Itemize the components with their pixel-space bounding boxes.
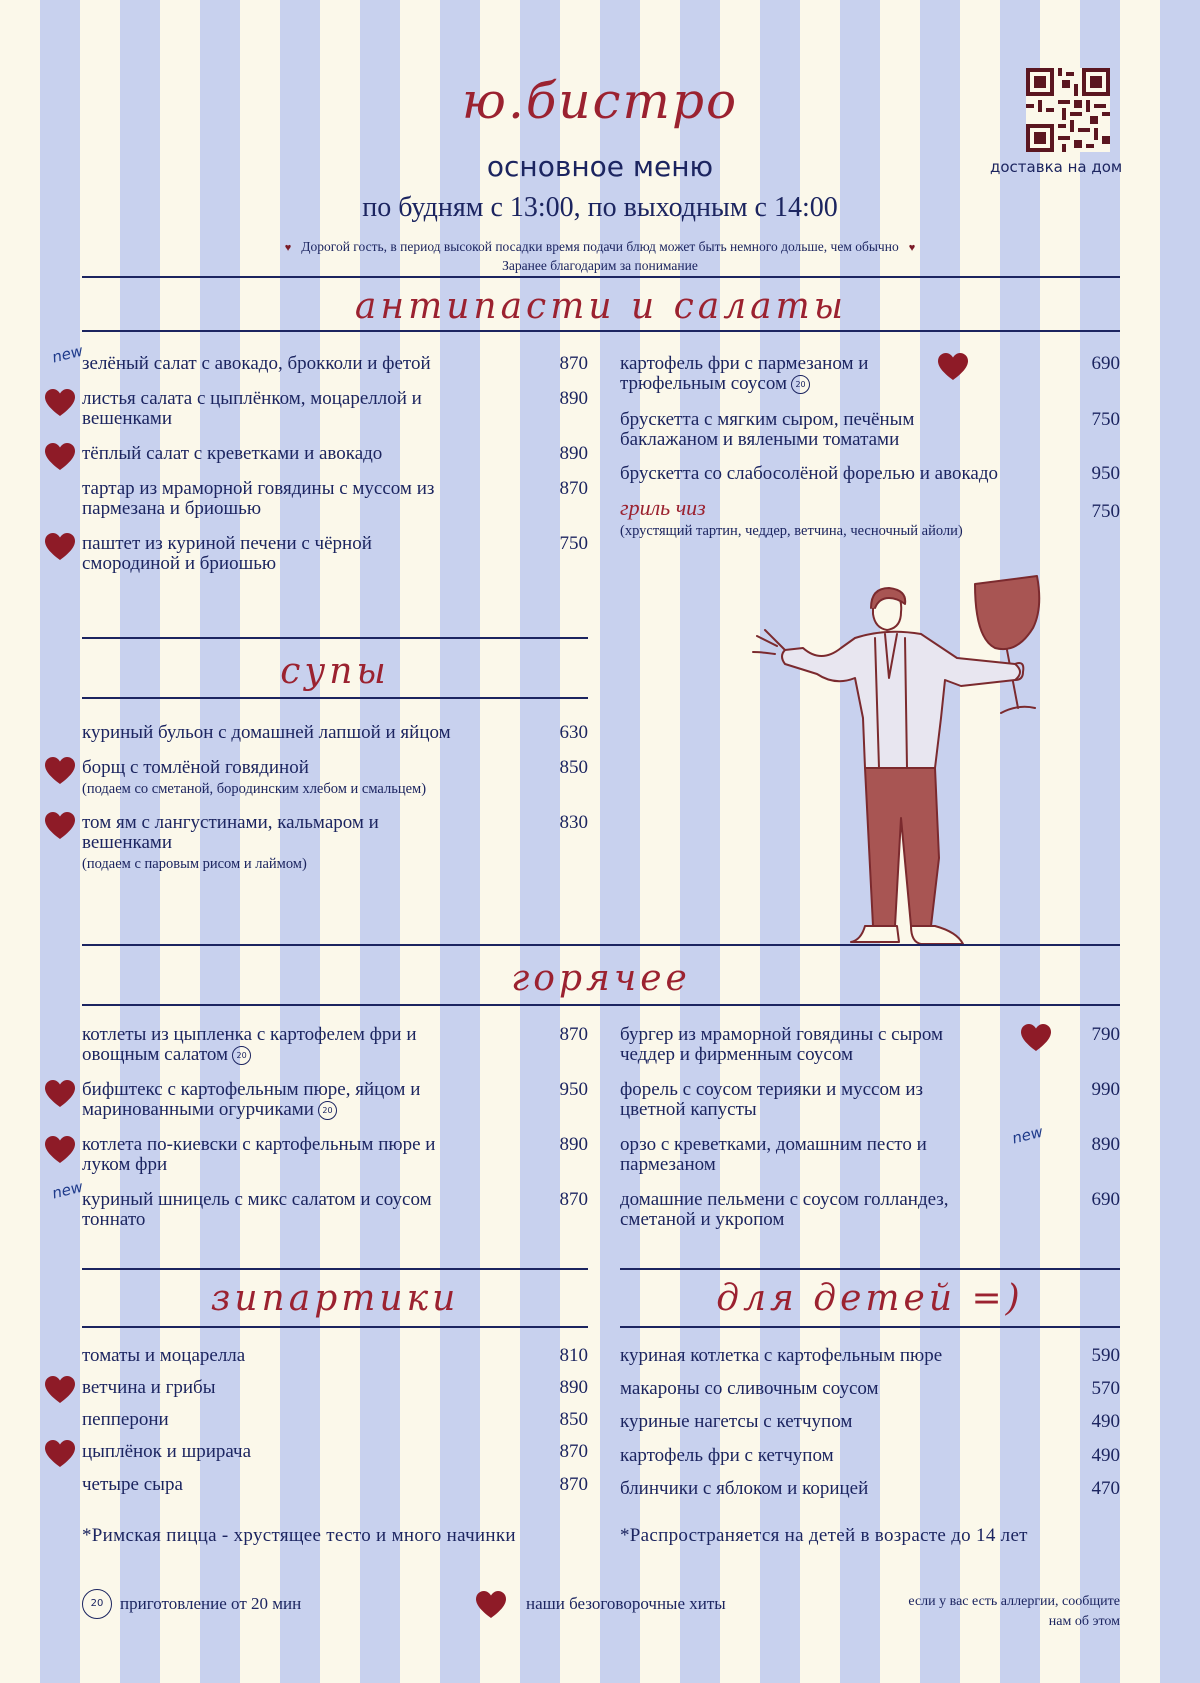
item-name: куриный шницель с микс салатом и соусом: [82, 1189, 432, 1210]
item-price: 790: [1091, 1024, 1120, 1045]
timer-20-icon: 20: [318, 1101, 337, 1120]
qr-code[interactable]: [1026, 68, 1110, 152]
item-name: картофель фри с пармезаном и: [620, 353, 869, 374]
item-name: куриная котлетка с картофельным пюре: [620, 1345, 943, 1366]
item-price: 870: [559, 1474, 588, 1495]
small-heart-icon: ♥: [908, 242, 916, 254]
legend-cook-time: приготовление от 20 мин: [120, 1594, 302, 1613]
opening-hours: по будням с 13:00, по выходным с 14:00: [362, 192, 838, 223]
small-heart-icon: ♥: [284, 242, 292, 254]
item-price: 750: [1091, 409, 1120, 430]
item-price: 810: [559, 1345, 588, 1366]
item-name-cont: луком фри: [82, 1154, 168, 1175]
item-price: 570: [1091, 1378, 1120, 1399]
timer-20-icon: 20: [791, 375, 810, 394]
item-note: (хрустящий тартин, чеддер, ветчина, чесночный айоли): [620, 523, 963, 539]
item-name-cont: чеддер и фирменным соусом: [620, 1044, 854, 1065]
item-name: гриль чиз: [620, 495, 706, 520]
item-name: домашние пельмени с соусом голландез,: [620, 1189, 949, 1210]
item-name: макароны со сливочным соусом: [620, 1378, 879, 1399]
item-price: 870: [559, 1024, 588, 1045]
item-name: куриный бульон с домашней лапшой и яйцом: [82, 722, 451, 743]
heart-icon: [45, 1440, 75, 1468]
item-name-cont: пармезаном: [620, 1154, 716, 1175]
section-divider: [620, 1326, 1120, 1328]
item-note: (подаем со сметаной, бородинским хлебом и смальцем): [82, 781, 427, 797]
allergy-note: [820, 1592, 1120, 1632]
item-price: 750: [559, 533, 588, 554]
heart-icon: [45, 389, 75, 417]
man-with-wine-illustration: [725, 568, 1085, 948]
item-price: 870: [559, 1189, 588, 1210]
heart-icon: [45, 757, 75, 785]
item-price: 870: [559, 353, 588, 374]
item-name: картофель фри с кетчупом: [620, 1445, 834, 1466]
item-name: бифштекс с картофельным пюре, яйцом и: [82, 1079, 421, 1100]
item-name: четыре сыра: [82, 1474, 183, 1495]
section-divider: [82, 1268, 588, 1270]
heart-icon: [938, 353, 968, 381]
item-price: 490: [1091, 1411, 1120, 1432]
item-price: 870: [559, 478, 588, 499]
item-name: орзо с креветками, домашним песто и: [620, 1134, 927, 1155]
item-name: томаты и моцарелла: [82, 1345, 246, 1366]
legend-hits: наши безоговорочные хиты: [526, 1594, 726, 1613]
section-divider: [82, 276, 1120, 278]
section-divider: [620, 1268, 1120, 1270]
heart-icon: [45, 1080, 75, 1108]
item-name-cont: тоннато: [82, 1209, 146, 1230]
kids-footnote: *Распространяется на детей в возрасте до 14 лет: [620, 1525, 1028, 1546]
item-price: 590: [1091, 1345, 1120, 1366]
item-name-cont: баклажаном и вялеными томатами: [620, 429, 900, 450]
item-price: 850: [559, 757, 588, 778]
item-name: тартар из мраморной говядины с муссом из: [82, 478, 435, 499]
section-title-soups: супы: [280, 651, 390, 692]
new-badge: new: [50, 341, 85, 367]
menu-subtitle: основное меню: [486, 150, 714, 183]
new-badge: new: [50, 1177, 85, 1203]
item-price: 630: [559, 722, 588, 743]
item-price: 830: [559, 812, 588, 833]
heart-icon: [45, 1136, 75, 1164]
section-divider: [82, 1326, 588, 1328]
item-name: ветчина и грибы: [82, 1377, 216, 1398]
timer-20-icon: 20: [82, 1589, 112, 1619]
service-notice: [0, 238, 1200, 274]
item-name: блинчики с яблоком и корицей: [620, 1478, 869, 1499]
notice-line-1: Дорогой гость, в период высокой посадки время подачи блюд может быть немного дольше, чем обычно: [301, 239, 899, 254]
item-name: цыплёнок и шрирача: [82, 1441, 252, 1462]
item-name-cont: пармезана и бриошью: [82, 498, 262, 519]
item-name-cont: смородиной и бриошью: [82, 553, 277, 574]
item-price: 470: [1091, 1478, 1120, 1499]
item-price: 690: [1091, 353, 1120, 374]
timer-20-icon: 20: [232, 1046, 251, 1065]
heart-icon: [476, 1591, 506, 1619]
allergy-line-2: нам об этом: [1048, 1614, 1120, 1629]
heart-icon: [1021, 1024, 1051, 1052]
heart-icon: [45, 443, 75, 471]
item-name: брускетта со слабосолёной форелью и авокадо: [620, 463, 998, 484]
item-price: 750: [1091, 501, 1120, 522]
section-title-hot: горячее: [511, 958, 691, 999]
item-name: котлеты из цыпленка с картофелем фри и: [82, 1024, 417, 1045]
item-name: борщ с томлёной говядиной: [82, 757, 309, 778]
section-divider: [82, 697, 588, 699]
item-price: 890: [559, 1134, 588, 1155]
item-price: 950: [1091, 463, 1120, 484]
item-price: 890: [559, 443, 588, 464]
item-name: паштет из куриной печени с чёрной: [82, 533, 372, 554]
item-price: 490: [1091, 1445, 1120, 1466]
item-price: 890: [559, 1377, 588, 1398]
item-name-cont: сметаной и укропом: [620, 1209, 785, 1230]
item-name: зелёный салат с авокадо, брокколи и фетой: [82, 353, 431, 374]
item-name: куриные нагетсы с кетчупом: [620, 1411, 853, 1432]
notice-line-2: Заранее благодарим за понимание: [502, 258, 698, 273]
section-divider: [82, 1004, 1120, 1006]
brand-title: ю.бистро: [461, 72, 739, 130]
item-name: форель с соусом терияки и муссом из: [620, 1079, 924, 1100]
heart-icon: [45, 533, 75, 561]
item-price: 870: [559, 1441, 588, 1462]
section-divider: [82, 637, 588, 639]
allergy-line-1: если у вас есть аллергии, сообщите: [908, 1594, 1120, 1609]
item-price: 990: [1091, 1079, 1120, 1100]
section-title-kids: для детей =): [716, 1278, 1024, 1319]
heart-icon: [45, 812, 75, 840]
item-name: том ям с лангустинами, кальмаром и: [82, 812, 379, 833]
section-divider: [82, 944, 1120, 946]
item-name-cont: цветной капусты: [620, 1099, 757, 1120]
section-divider: [82, 330, 1120, 332]
item-name-cont: маринованными огурчиками: [82, 1099, 314, 1120]
item-name: котлета по-киевски с картофельным пюре и: [82, 1134, 436, 1155]
section-title-antipasti: антипасти и салаты: [354, 286, 848, 327]
item-price: 850: [559, 1409, 588, 1430]
item-name-cont: вешенками: [82, 408, 173, 429]
item-name-cont: вешенками: [82, 832, 173, 853]
item-name: тёплый салат с креветками и авокадо: [82, 443, 383, 464]
pizza-footnote: *Римская пицца - хрустящее тесто и много начинки: [82, 1525, 516, 1546]
item-name-cont: трюфельным соусом: [620, 373, 788, 394]
item-price: 690: [1091, 1189, 1120, 1210]
item-price: 890: [559, 388, 588, 409]
item-name: пепперони: [82, 1409, 169, 1430]
heart-icon: [45, 1376, 75, 1404]
item-price: 950: [559, 1079, 588, 1100]
item-name: брускетта с мягким сыром, печёным: [620, 409, 915, 430]
item-note: (подаем с паровым рисом и лаймом): [82, 856, 307, 872]
item-name: бургер из мраморной говядины с сыром: [620, 1024, 943, 1045]
section-title-pizza: зипартики: [210, 1278, 460, 1319]
item-price: 890: [1091, 1134, 1120, 1155]
item-name: листья салата с цыплёнком, моцареллой и: [82, 388, 422, 409]
new-badge: new: [1010, 1122, 1045, 1148]
delivery-label[interactable]: доставка на дом: [990, 158, 1123, 176]
item-name-cont: овощным салатом: [82, 1044, 229, 1065]
